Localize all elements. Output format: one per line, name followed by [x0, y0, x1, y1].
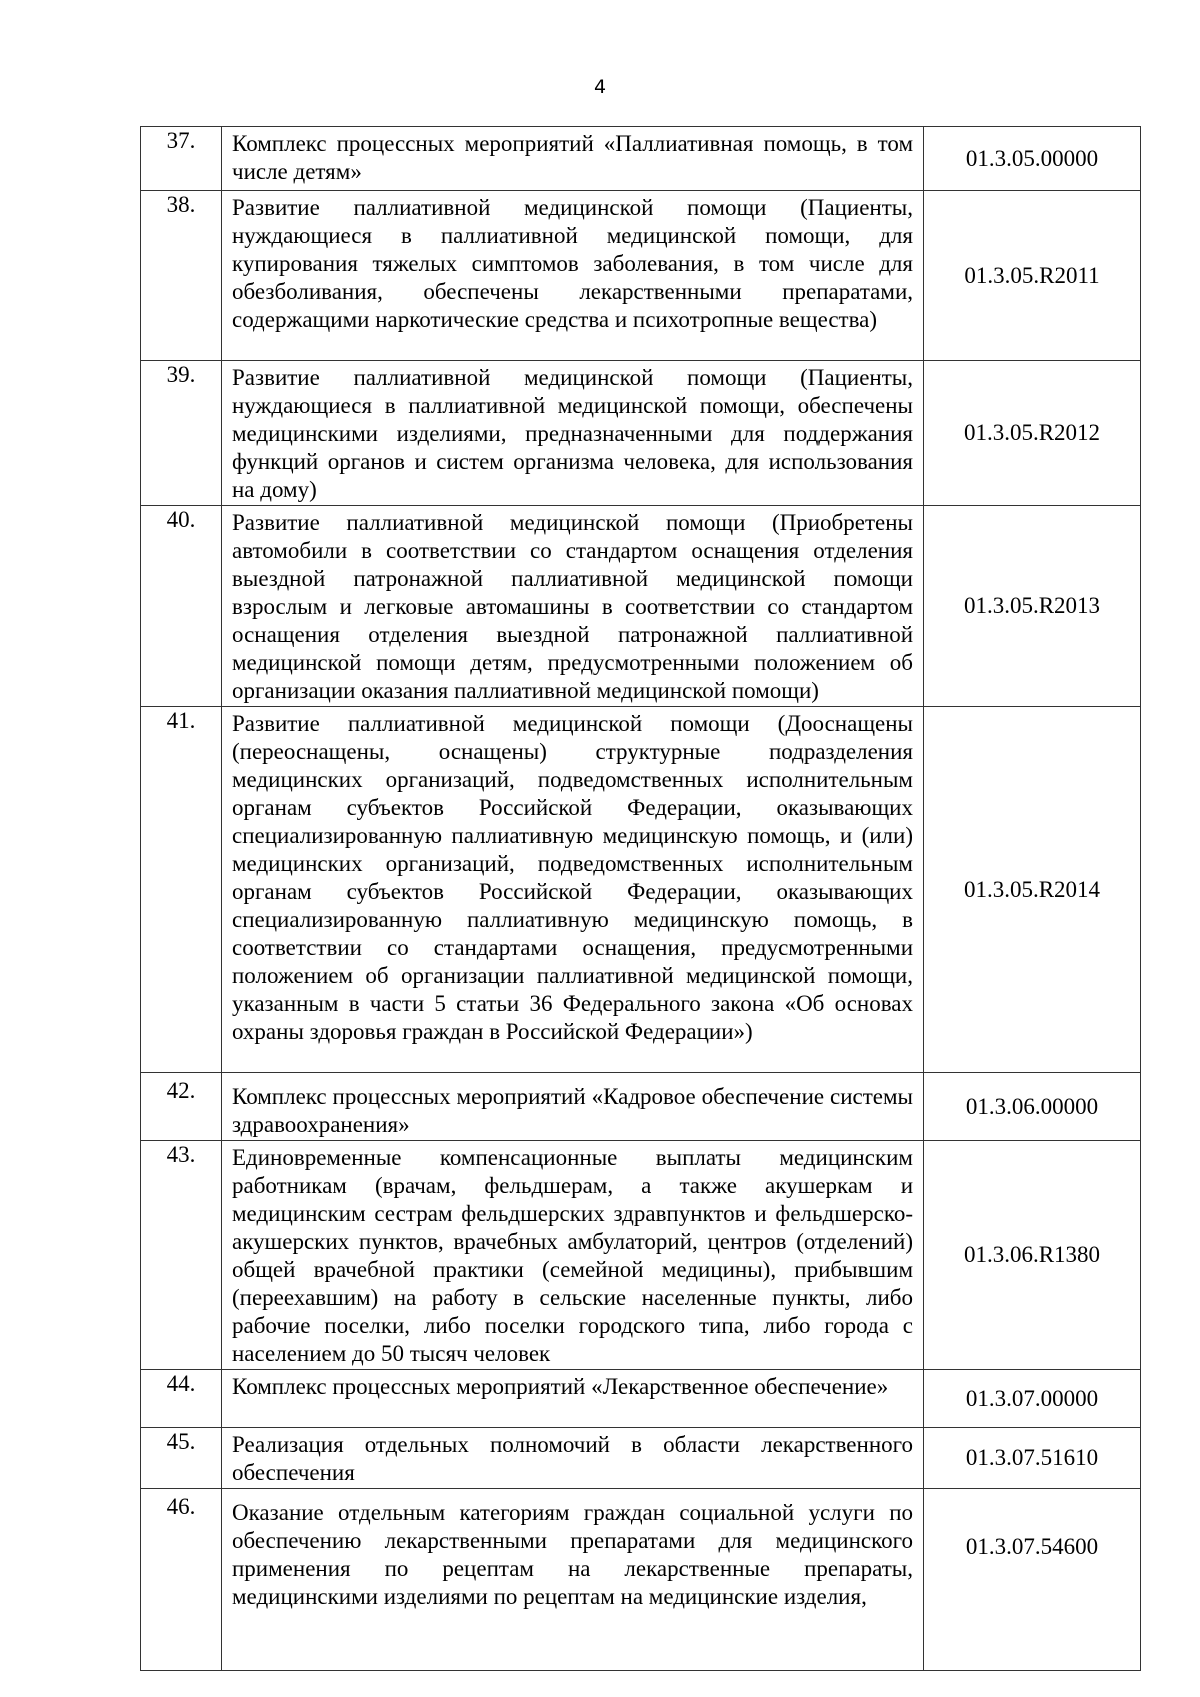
row-description: Реализация отдельных полномочий в области лекарственного обеспечения: [222, 1428, 924, 1489]
row-number: 44.: [141, 1370, 222, 1428]
row-code: 01.3.06.R1380: [924, 1141, 1141, 1370]
row-code: 01.3.05.00000: [924, 127, 1141, 191]
table-row: [141, 707, 1141, 1073]
table-row: [141, 1073, 1141, 1141]
row-description: Развитие паллиативной медицинской помощи (Пациенты, нуждающиеся в паллиативной медицинской помощи, для купирования тяжелых симптомов заболевания, в том числе для обезболивания, обеспечены лекарственными препаратами, содержащими наркотические средства и психотропные вещества): [222, 191, 924, 361]
row-number: 38.: [141, 191, 222, 361]
row-code: 01.3.07.51610: [924, 1428, 1141, 1489]
row-number: 37.: [141, 127, 222, 191]
row-number: 46.: [141, 1489, 222, 1671]
table-row: [141, 1141, 1141, 1370]
measures-table: [140, 126, 1141, 1671]
row-code: 01.3.05.R2011: [924, 191, 1141, 361]
row-number: 42.: [141, 1073, 222, 1141]
table-row: [141, 1428, 1141, 1489]
row-description: Развитие паллиативной медицинской помощи (Дооснащены (переоснащены, оснащены) структурные подразделения медицинских организаций, подведомственных исполнительным органам субъектов Российской Федерации, оказывающих специализированную паллиативную медицинскую помощь, и (или) медицинских организаций, подведомственных исполнительным органам субъектов Российской Федерации, оказывающих специализированную паллиативную медицинскую помощь, в соответствии со стандартами оснащения, предусмотренными положением об организации паллиативной медицинской помощи, указанным в части 5 статьи 36 Федерального закона «Об основах охраны здоровья граждан в Российской Федерации»): [222, 707, 924, 1073]
table-row: [141, 127, 1141, 191]
row-code: 01.3.05.R2014: [924, 707, 1141, 1073]
row-code: 01.3.06.00000: [924, 1073, 1141, 1141]
table-row: [141, 191, 1141, 361]
row-code: 01.3.05.R2012: [924, 361, 1141, 506]
row-description: Комплекс процессных мероприятий «Паллиативная помощь, в том числе детям»: [222, 127, 924, 191]
table-row: [141, 361, 1141, 506]
row-number: 43.: [141, 1141, 222, 1370]
row-description: Оказание отдельным категориям граждан социальной услуги по обеспечению лекарственными препаратами для медицинского применения по рецептам на лекарственные препараты, медицинскими изделиями по рецептам на медицинские изделия,: [222, 1489, 924, 1671]
row-code: 01.3.05.R2013: [924, 506, 1141, 707]
page-number: 4: [593, 76, 607, 98]
table-row: [141, 506, 1141, 707]
row-description: Развитие паллиативной медицинской помощи (Приобретены автомобили в соответствии со стандартом оснащения отделения выездной патронажной паллиативной медицинской помощи взрослым и легковые автомашины в соответствии со стандартом оснащения отделения выездной патронажной паллиативной медицинской помощи детям, предусмотренными положением об организации оказания паллиативной медицинской помощи): [222, 506, 924, 707]
row-code: 01.3.07.54600: [924, 1489, 1141, 1671]
table-row: [141, 1370, 1141, 1428]
row-description: Развитие паллиативной медицинской помощи (Пациенты, нуждающиеся в паллиативной медицинской помощи, обеспечены медицинскими изделиями, предназначенными для поддержания функций органов и систем организма человека, для использования на дому): [222, 361, 924, 506]
row-number: 41.: [141, 707, 222, 1073]
row-number: 45.: [141, 1428, 222, 1489]
row-description: Комплекс процессных мероприятий «Лекарственное обеспечение»: [222, 1370, 924, 1428]
row-description: Единовременные компенсационные выплаты медицинским работникам (врачам, фельдшерам, а также акушеркам и медицинским сестрам фельдшерских здравпунктов и фельдшерско-акушерских пунктов, врачебных амбулаторий, центров (отделений) общей врачебной практики (семейной медицины), прибывшим (переехавшим) на работу в сельские населенные пункты, либо рабочие поселки, либо поселки городского типа, либо города с населением до 50 тысяч человек: [222, 1141, 924, 1370]
row-number: 40.: [141, 506, 222, 707]
measures-table-container: [140, 126, 1141, 1671]
row-number: 39.: [141, 361, 222, 506]
row-description: Комплекс процессных мероприятий «Кадровое обеспечение системы здравоохранения»: [222, 1073, 924, 1141]
table-row: [141, 1489, 1141, 1671]
row-code: 01.3.07.00000: [924, 1370, 1141, 1428]
